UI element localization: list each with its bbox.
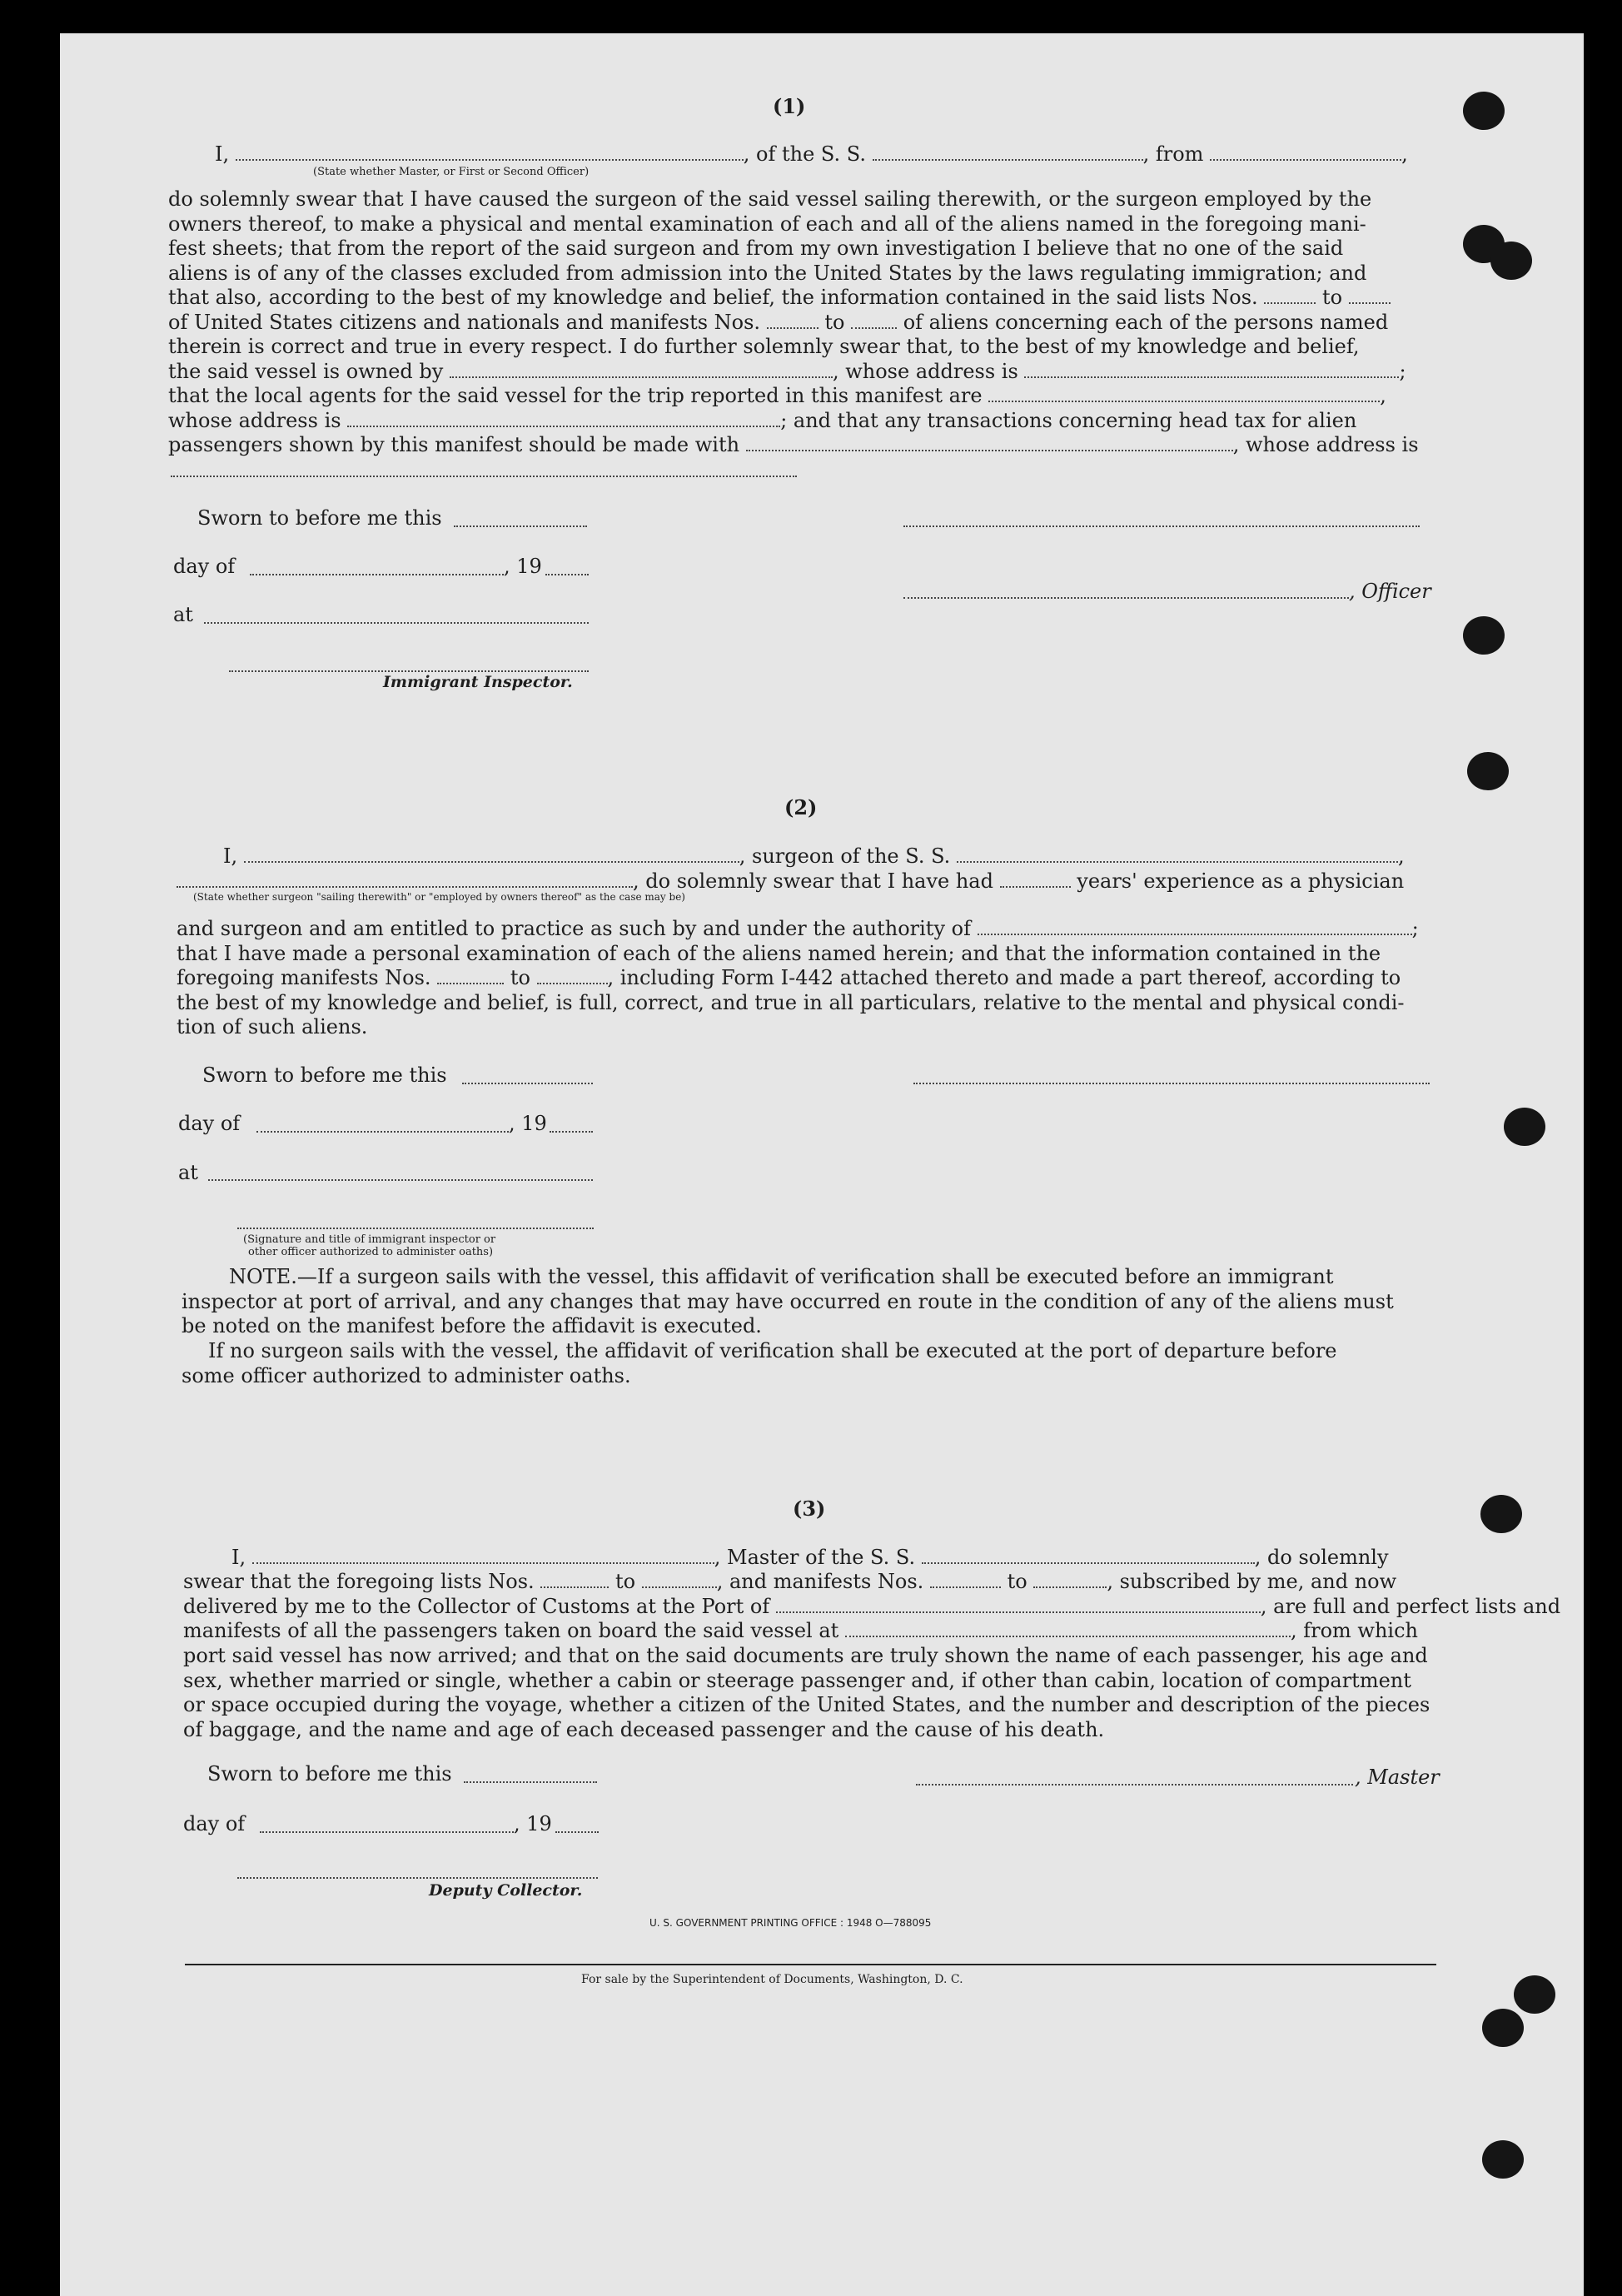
s1-para-line: that the local agents for the said vessel for the trip reported in this manifest are , — [168, 384, 1386, 407]
punch-hole — [1490, 242, 1532, 280]
s3-line: I, , Master of the S. S. , do solemnly — [231, 1546, 1389, 1569]
officer-label: , Officer — [1349, 580, 1431, 603]
immigrant-inspector-label: Immigrant Inspector. — [383, 673, 573, 691]
s1-para-line: owners thereof, to make a physical and mental examination of each and all of the aliens named in the foregoing mani- — [168, 212, 1366, 236]
s1-para-line: whose address is ; and that any transactions concerning head tax for alien — [168, 409, 1357, 432]
vessel-name-field[interactable] — [873, 142, 1143, 161]
s2-official-signature-field[interactable] — [237, 1227, 594, 1229]
s2-para-line: that I have made a personal examination of each of the aliens named herein; and that the information contained in the — [177, 942, 1381, 965]
agents-address-field[interactable] — [347, 409, 780, 427]
departure-port-field[interactable] — [845, 1619, 1291, 1637]
s2-para-line: and surgeon and am entitled to practice as such by and under the authority of ; — [177, 917, 1419, 940]
s1-officer-title-field[interactable] — [903, 596, 1349, 599]
s3-sworn-date-field[interactable] — [464, 1781, 597, 1783]
s2-manifest-from-field[interactable] — [437, 966, 504, 984]
s2-day-label: day of — [178, 1112, 241, 1135]
s1-para-line: the said vessel is owned by , whose address is ; — [168, 360, 1406, 383]
s1-sworn-label: Sworn to before me this — [197, 506, 442, 530]
s2-at-label: at — [178, 1161, 198, 1184]
s1-year-field[interactable] — [545, 573, 589, 575]
owner-address-field[interactable] — [1024, 360, 1399, 378]
s2-manifest-to-field[interactable] — [537, 966, 608, 984]
punch-hole — [1480, 1495, 1522, 1533]
s1-para-line: therein is correct and true in every respect. I do further solemnly swear that, to the best of my knowledge and belief, — [168, 335, 1360, 358]
officer-title-note: (State whether Master, or First or Second Officer) — [313, 166, 590, 178]
punch-hole — [1482, 2009, 1524, 2047]
alien-manifest-from-field[interactable] — [767, 311, 818, 329]
surgeon-type-field[interactable] — [177, 869, 633, 888]
footer-rule — [185, 1964, 1436, 1965]
s3-manifest-from-field[interactable] — [930, 1570, 1001, 1588]
punch-hole — [1482, 2140, 1524, 2179]
s3-vessel-field[interactable] — [922, 1546, 1255, 1564]
punch-hole — [1463, 616, 1505, 655]
from-port-field[interactable] — [1210, 142, 1401, 161]
customs-port-field[interactable] — [776, 1595, 1261, 1613]
s2-vessel-field[interactable] — [957, 844, 1398, 863]
sale-notice: For sale by the Superintendent of Documents, Washington, D. C. — [581, 1973, 963, 1986]
surgeon-name-field[interactable] — [244, 844, 739, 863]
section-2-heading: (2) — [784, 795, 818, 819]
s2-place-field[interactable] — [208, 1178, 593, 1181]
years-experience-field[interactable] — [1000, 869, 1071, 888]
s3-list-to-field[interactable] — [642, 1570, 717, 1588]
s2-year-label: , 19 — [509, 1112, 547, 1135]
citizen-list-from-field[interactable] — [1264, 286, 1316, 304]
s1-day-label: day of — [173, 555, 236, 578]
head-tax-address-field[interactable] — [171, 475, 797, 477]
surgeon-type-note: (State whether surgeon "sailing therewith" or "employed by owners thereof" as the case may be) — [193, 891, 685, 903]
punch-hole — [1463, 92, 1505, 130]
master-name-field[interactable] — [252, 1546, 714, 1564]
s1-para-line: do solemnly swear that I have caused the surgeon of the said vessel sailing therewith, or the surgeon employed by the — [168, 187, 1372, 211]
s3-manifest-to-field[interactable] — [1033, 1570, 1107, 1588]
s3-line: sex, whether married or single, whether a cabin or steerage passenger and, if other than cabin, location of compartment — [183, 1669, 1411, 1692]
s2-sworn-date-field[interactable] — [462, 1082, 593, 1084]
section-3-heading: (3) — [793, 1497, 826, 1521]
note-line: be noted on the manifest before the affidavit is executed. — [182, 1314, 762, 1337]
local-agents-field[interactable] — [988, 384, 1380, 402]
s1-para-line: that also, according to the best of my knowledge and belief, the information contained in the said lists Nos. to — [168, 285, 1391, 310]
punch-hole — [1514, 1975, 1555, 2014]
s3-line: or space occupied during the voyage, whether a citizen of the United States, and the number and description of the pieces — [183, 1693, 1430, 1716]
s1-year-label: , 19 — [504, 555, 542, 578]
s1-officer-signature-field[interactable] — [903, 525, 1420, 527]
s2-para-line: tion of such aliens. — [177, 1015, 368, 1038]
s2-signature-caption-2: other officer authorized to administer oaths) — [248, 1246, 494, 1258]
s2-surgeon-signature-field[interactable] — [913, 1082, 1430, 1084]
note-line: If no surgeon sails with the vessel, the affidavit of verification shall be executed at the port of departure before — [208, 1339, 1337, 1362]
s3-year-label: , 19 — [514, 1812, 552, 1835]
s1-at-label: at — [173, 603, 193, 626]
gpo-imprint: U. S. GOVERNMENT PRINTING OFFICE : 1948 O—788095 — [649, 1917, 932, 1929]
s2-signature-caption-1: (Signature and title of immigrant inspector or — [243, 1233, 496, 1246]
s1-sworn-date-field[interactable] — [454, 525, 587, 527]
s3-line: port said vessel has now arrived; and that on the said documents are truly shown the name of each passenger, his age and — [183, 1644, 1428, 1667]
s3-line: manifests of all the passengers taken on board the said vessel at , from which — [183, 1619, 1418, 1642]
s3-year-field[interactable] — [555, 1830, 599, 1833]
s3-sworn-label: Sworn to before me this — [207, 1762, 452, 1786]
s1-place-field[interactable] — [204, 621, 589, 624]
citizen-list-to-field[interactable] — [1349, 286, 1391, 304]
s3-day-field[interactable] — [260, 1830, 514, 1833]
s2-day-field[interactable] — [256, 1130, 509, 1133]
head-tax-contact-field[interactable] — [746, 433, 1233, 451]
deputy-collector-signature-field[interactable] — [237, 1876, 598, 1879]
s3-line: delivered by me to the Collector of Customs at the Port of , are full and perfect lists and — [183, 1595, 1561, 1618]
officer-title-field[interactable] — [236, 142, 744, 161]
s1-para-line: of United States citizens and nationals and manifests Nos. to of aliens concerning each of the persons named — [168, 311, 1389, 334]
note-line: some officer authorized to administer oaths. — [182, 1364, 631, 1387]
s1-para-line: passengers shown by this manifest should be made with , whose address is — [168, 433, 1419, 456]
s1-line-1: I, , of the S. S. , from , — [215, 142, 1408, 166]
s3-line: of baggage, and the name and age of each deceased passenger and the cause of his death. — [183, 1718, 1105, 1741]
s2-para-line: foregoing manifests Nos. to , including Form I-442 attached thereto and made a part thereof, according to — [177, 966, 1401, 989]
deputy-collector-label: Deputy Collector. — [429, 1881, 583, 1900]
note-line: NOTE.—If a surgeon sails with the vessel, this affidavit of verification shall be executed before an immigrant — [229, 1265, 1334, 1288]
s3-line: swear that the foregoing lists Nos. to , and manifests Nos. to , subscribed by me, and now — [183, 1570, 1397, 1593]
master-signature-field[interactable] — [916, 1783, 1353, 1786]
s2-para-line: the best of my knowledge and belief, is full, correct, and true in all particulars, relative to the mental and physical condi- — [177, 991, 1405, 1014]
master-label: , Master — [1355, 1766, 1440, 1789]
s2-line-2: , do solemnly swear that I have had years' experience as a physician — [177, 869, 1404, 894]
s1-para-line: aliens is of any of the classes excluded from admission into the United States by the laws regulating immigration; and — [168, 261, 1367, 285]
s3-day-label: day of — [183, 1812, 246, 1835]
practice-authority-field[interactable] — [978, 917, 1412, 935]
note-line: inspector at port of arrival, and any changes that may have occurred en route in the condition of any of the aliens must — [182, 1290, 1394, 1313]
s2-year-field[interactable] — [550, 1130, 593, 1133]
s3-list-from-field[interactable] — [540, 1570, 609, 1588]
s1-day-field[interactable] — [250, 573, 504, 575]
vessel-owner-field[interactable] — [450, 360, 833, 378]
s2-line-1: I, , surgeon of the S. S. , — [223, 844, 1405, 868]
section-1-heading: (1) — [773, 94, 806, 118]
s1-para-line: fest sheets; that from the report of the said surgeon and from my own investigation I believe that no one of the said — [168, 237, 1344, 260]
s2-sworn-label: Sworn to before me this — [202, 1063, 447, 1087]
punch-hole — [1504, 1108, 1545, 1146]
s1-inspector-signature-field[interactable] — [229, 670, 589, 672]
punch-hole — [1467, 752, 1509, 790]
alien-manifest-to-field[interactable] — [851, 311, 897, 329]
